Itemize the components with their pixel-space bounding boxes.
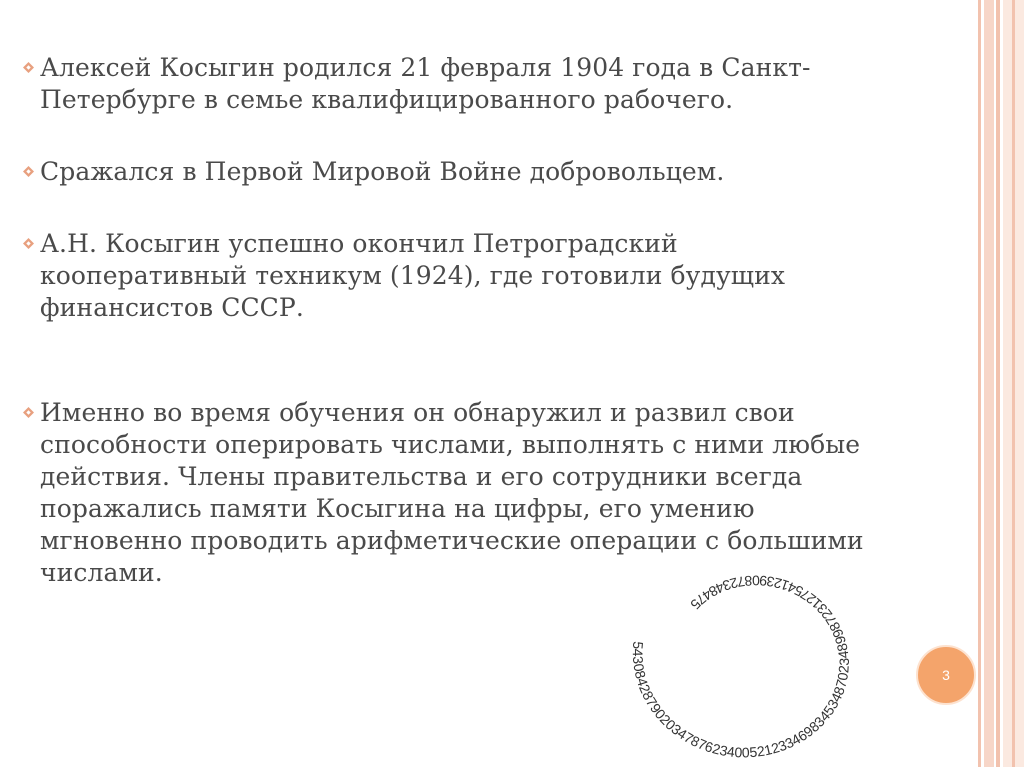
spiral-digits: 54308428790203478762340052123346983453487023489987231275412390872348475 bbox=[629, 572, 852, 761]
decor-stripe bbox=[996, 0, 1000, 767]
bullet-text bbox=[40, 156, 724, 188]
text-line: финансистов СССР. bbox=[40, 293, 304, 322]
diamond-bullet-icon bbox=[16, 156, 40, 186]
diamond-bullet-icon bbox=[16, 52, 40, 82]
decor-stripe bbox=[984, 0, 994, 767]
decor-stripe bbox=[1012, 0, 1015, 767]
text-line: действия. Члены правительства и его сотрудники всегда bbox=[40, 462, 803, 491]
text-line: Сражался в Первой Мировой Войне добровольцем. bbox=[40, 157, 725, 186]
page-number-badge bbox=[916, 645, 976, 705]
bullet-text bbox=[40, 52, 811, 116]
decor-stripe bbox=[978, 0, 981, 767]
bullet-item bbox=[16, 52, 966, 116]
text-line: способности оперировать числами, выполнять с ними любые bbox=[40, 430, 861, 459]
text-line: А.Н. Косыгин успешно окончил Петроградский bbox=[40, 229, 678, 258]
text-line: мгновенно проводить арифметические операции с большими bbox=[40, 526, 864, 555]
text-line: числами. bbox=[40, 558, 163, 587]
text-line: кооперативный техникум (1924), где готовили будущих bbox=[40, 261, 786, 290]
bullet-text bbox=[40, 228, 785, 324]
text-line: Алексей Косыгин родился 21 февраля 1904 года в Санкт- bbox=[40, 53, 811, 82]
bullet-item bbox=[16, 156, 966, 188]
text-line: Петербурге в семье квалифицированного рабочего. bbox=[40, 85, 734, 114]
diamond-bullet-icon bbox=[16, 228, 40, 258]
bullet-item bbox=[16, 228, 966, 324]
text-line: Именно во время обучения он обнаружил и развил свои bbox=[40, 398, 795, 427]
text-line: поражались памяти Косыгина на цифры, его умению bbox=[40, 494, 755, 523]
diamond-bullet-icon bbox=[16, 397, 40, 427]
page-number: 3 bbox=[942, 667, 950, 683]
number-spiral-illustration bbox=[600, 548, 900, 766]
